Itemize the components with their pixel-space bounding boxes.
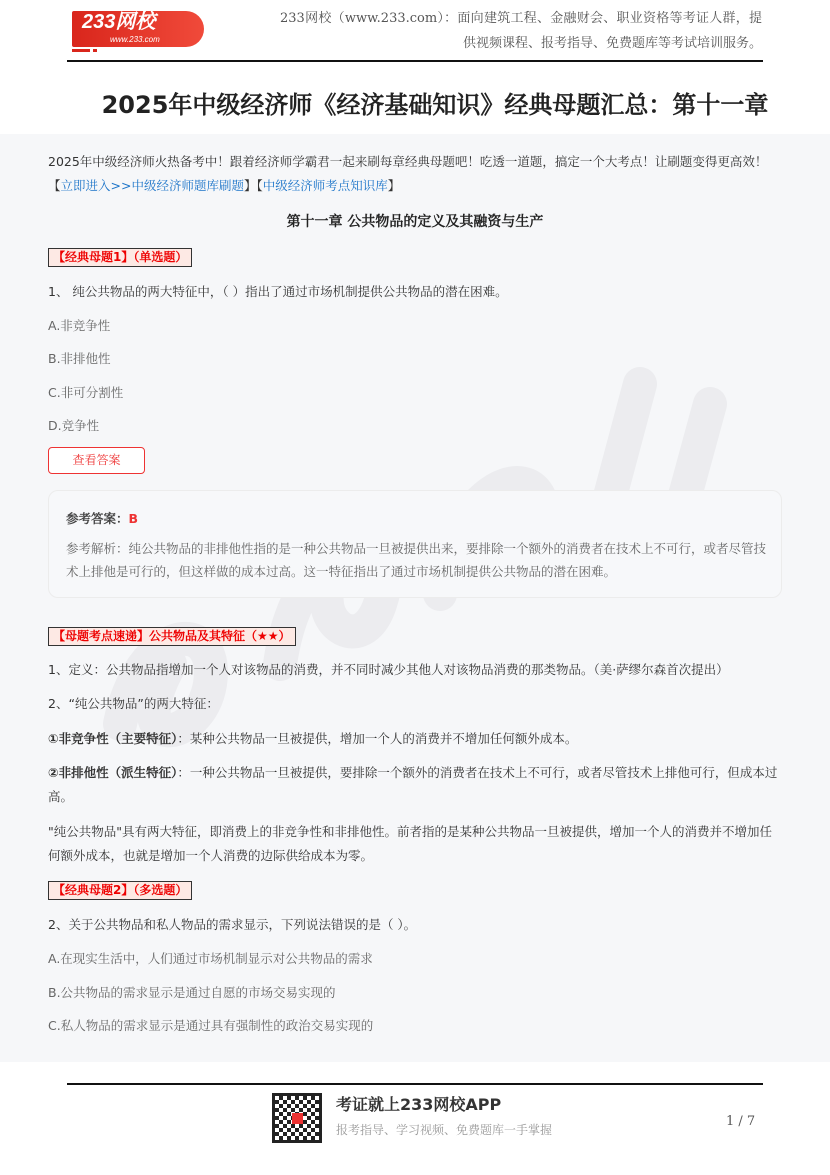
question-tag: 【经典母题2】（多选题）: [48, 881, 192, 900]
page-title: 2025年中级经济师《经济基础知识》经典母题汇总：第十一章: [101, 91, 769, 119]
qr-code: [272, 1093, 322, 1143]
link-question-bank[interactable]: 立即进入>>中级经济师题库刷题: [60, 178, 244, 193]
qr-logo-icon: [292, 1113, 303, 1124]
point-line: [48, 727, 784, 751]
logo: [72, 11, 204, 47]
option: B.公共物品的需求显示是通过自愿的市场交易实现的: [48, 985, 336, 1000]
feature-desc: ：某种公共物品一旦被提供，增加一个人的消费并不增加任何额外成本。: [177, 731, 578, 746]
logo-text: 233网校: [82, 11, 156, 33]
feature-name: ②非排他性（派生特征）: [48, 765, 178, 780]
question-stem: 2、关于公共物品和私人物品的需求显示，下列说法错误的是（ ）。: [48, 917, 417, 932]
header-tagline: 233网校（www.233.com）：面向建筑工程、金融财会、职业资格等考证人群，提供视频课程、报考指导、免费题库等考试培训服务。: [280, 11, 762, 51]
point-line: 2、“纯公共物品”的两大特征：: [48, 696, 219, 711]
option: A.在现实生活中，人们通过市场机制显示对公共物品的需求: [48, 951, 373, 966]
view-answer-button[interactable]: 查看答案: [48, 447, 145, 474]
answer-label: [66, 509, 138, 529]
content-area: [0, 134, 830, 1062]
footer-divider: [67, 1083, 763, 1085]
intro: 2025年中级经济师火热备考中！跟着经济师学霸君一起来刷每章经典母题吧！吃透一道题，搞定一个大考点！让刷题变得更高效！ 【立即进入>>中级经济师题库刷题】【中级经济师考点知识库】: [48, 154, 768, 193]
question-stem: 1、 纯公共物品的两大特征中，（ ）指出了通过市场机制提供公共物品的潜在困难。: [48, 284, 508, 299]
answer-explanation: 参考解析：纯公共物品的非排他性指的是一种公共物品一旦被提供出来，要排除一个额外的消费者在技术上不可行，或者尽管技术上排他是可行的，但这样做的成本过高。这一特征指出了通过市场机制提供公共物品的潜在困难。: [66, 541, 767, 579]
answer-label-text: 参考答案：: [66, 511, 129, 526]
answer-value: B: [128, 511, 139, 526]
page-number: 1 / 7: [726, 1114, 756, 1129]
link-knowledge-base[interactable]: 中级经济师考点知识库: [262, 178, 388, 193]
point-line: "纯公共物品"具有两大特征，即消费上的非竞争性和非排他性。前者指的是某种公共物品一旦被提供，增加一个人的消费并不增加任何额外成本，也就是增加一个人消费的边际供给成本为零。: [48, 824, 773, 863]
answer-box: [48, 490, 782, 598]
feature-name: ①非竞争性（主要特征）: [48, 731, 178, 746]
point-line: [48, 761, 784, 809]
logo-decoration: [93, 49, 97, 52]
point-tag: 【母题考点速递】公共物品及其特征（★★）: [48, 627, 296, 646]
footer-subtitle: 报考指导、学习视频、免费题库一手掌握: [336, 1123, 553, 1137]
footer-title: 考证就上233网校APP: [336, 1095, 502, 1114]
logo-decoration: [72, 49, 90, 52]
chapter-heading: 第十一章 公共物品的定义及其融资与生产: [286, 214, 544, 230]
question-tag: 【经典母题1】（单选题）: [48, 248, 192, 267]
feature-desc: ：一种公共物品一旦被提供，要排除一个额外的消费者在技术上不可行，或者尽管技术上排他可行，但成本过高。: [48, 765, 778, 804]
option: D.竞争性: [48, 418, 100, 433]
header-divider: [67, 60, 763, 62]
point-line: 1、定义：公共物品指增加一个人对该物品的消费，并不同时减少其他人对该物品消费的那类物品。（美·萨缪尔森首次提出）: [48, 662, 729, 677]
option: C.非可分割性: [48, 385, 124, 400]
option: A.非竞争性: [48, 318, 111, 333]
logo-url: www.233.com: [110, 35, 160, 44]
option: C.私人物品的需求显示是通过具有强制性的政治交易实现的: [48, 1018, 374, 1033]
option: B.非排他性: [48, 351, 111, 366]
intro-text: 2025年中级经济师火热备考中！跟着经济师学霸君一起来刷每章经典母题吧！吃透一道题，搞定一个大考点！让刷题变得更高效！: [48, 154, 768, 169]
